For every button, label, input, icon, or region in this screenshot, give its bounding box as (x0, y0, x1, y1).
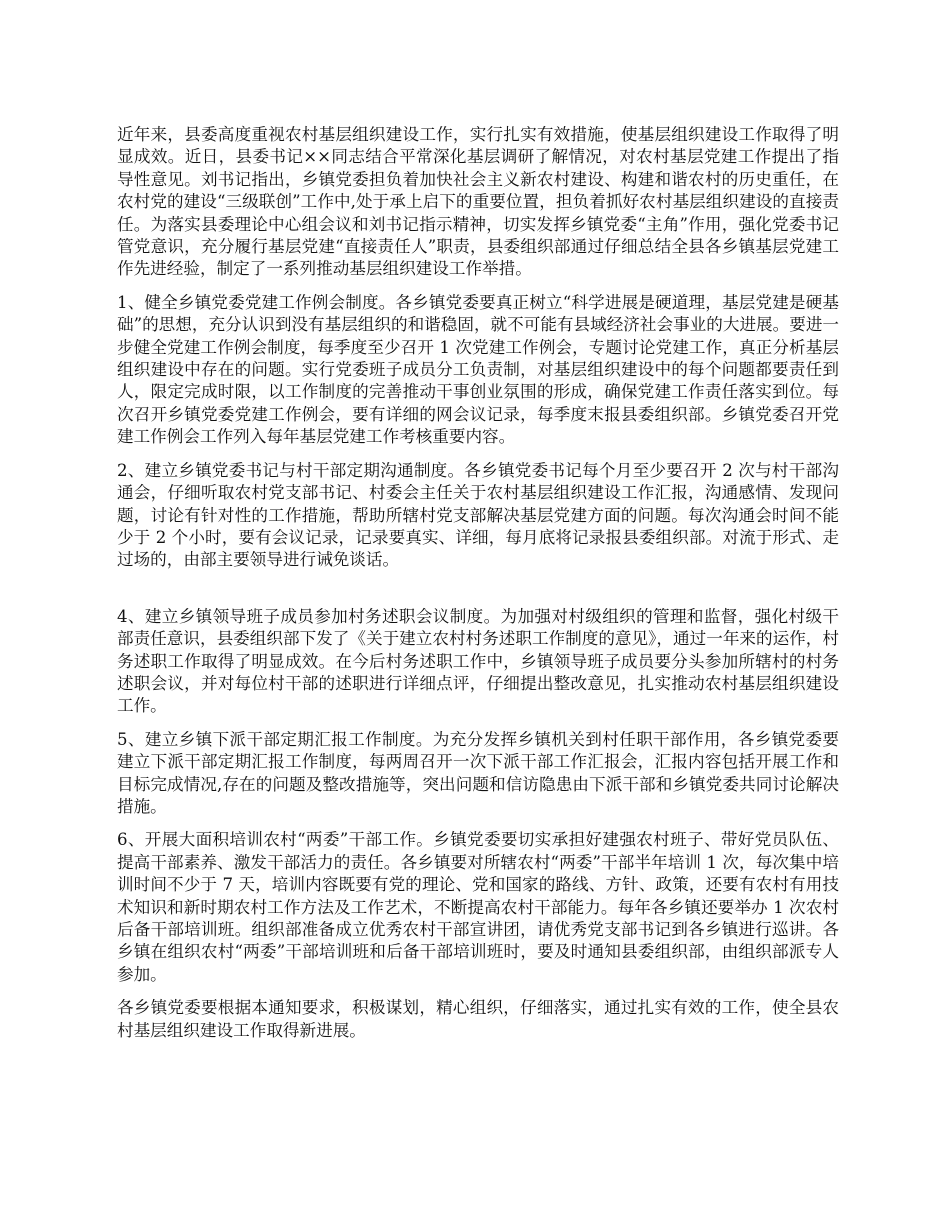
closing-paragraph: 各乡镇党委要根据本通知要求，积极谋划，精心组织，仔细落实，通过扎实有效的工作，使全县农村基层组织建设工作取得新进展。 (117, 998, 839, 1040)
item-2-paragraph: 2、建立乡镇党委书记与村干部定期沟通制度。各乡镇党委书记每个月至少要召开 2 次与村干部沟通会，仔细听取农村党支部书记、村委会主任关于农村基层组织建设工作汇报，沟通感情、发现问题，讨论有针对性的工作措施，帮助所辖村党支部解决基层党建方面的问题。每次沟通会时间不能少于 2 个小时，要有会议记录，记录要真实、详细，每月底将记录报县委组织部。对流于形式、走过场的，由部主要领导进行诫免谈话。 (117, 460, 839, 570)
document-body (117, 124, 839, 1053)
intro-paragraph: 近年来，县委高度重视农村基层组织建设工作，实行扎实有效措施，使基层组织建设工作取得了明显成效。近日，县委书记××同志结合平常深化基层调研了解情况，对农村基层党建工作提出了指导性意见。刘书记指出，乡镇党委担负着加快社会主义新农村建设、构建和谐农村的历史重任，在农村党的建设“三级联创”工作中,处于承上启下的重要位置，担负着抓好农村基层组织建设的直接责任。为落实县委理论中心组会议和刘书记指示精神，切实发挥乡镇党委“主角”作用，强化党委书记管党意识，充分履行基层党建“直接责任人”职责，县委组织部通过仔细总结全县各乡镇基层党建工作先进经验，制定了一系列推动基层组织建设工作举措。 (117, 125, 839, 279)
item-1-paragraph: 1、健全乡镇党委党建工作例会制度。各乡镇党委要真正树立“科学进展是硬道理，基层党建是硬基础”的思想，充分认识到没有基层组织的和谐稳固，就不可能有县域经济社会事业的大进展。要进一步健全党建工作例会制度，每季度至少召开 1 次党建工作例会，专题讨论党建工作，真正分析基层组织建设中存在的问题。实行党委班子成员分工负责制，对基层组织建设中的每个问题都要责任到人，限定完成时限，以工作制度的完善推动干事创业氛围的形成，确保党建工作责任落实到位。每次召开乡镇党委党建工作例会，要有详细的网会议记录，每季度末报县委组织部。乡镇党委召开党建工作例会工作列入每年基层党建工作考核重要内容。 (117, 292, 840, 447)
item-6-paragraph: 6、开展大面积培训农村“两委”干部工作。乡镇党委要切实承担好建强农村班子、带好党员队伍、提高干部素养、激发干部活力的责任。各乡镇要对所辖农村“两委”干部半年培训 1 次，每次集中培训时间不少于 7 天，培训内容既要有党的理论、党和国家的路线、方针、政策，还要有农村有用技术知识和新时期农村工作方法及工作艺术，不断提高农村干部能力。每年各乡镇还要举办 1 次农村后备干部培训班。组织部准备成立优秀农村干部宣讲团，请优秀党支部书记到各乡镇进行巡讲。各乡镇在组织农村“两委”干部培训班和后备干部培训班时，要及时通知县委组织部，由组织部派专人参加。 (117, 830, 839, 984)
item-4-paragraph: 4、建立乡镇领导班子成员参加村务述职会议制度。为加强对村级组织的管理和监督，强化村级干部责任意识，县委组织部下发了《关于建立农村村务述职工作制度的意见》，通过一年来的运作，村务述职工作取得了明显成效。在今后村务述职工作中，乡镇领导班子成员要分头参加所辖村的村务述职会议，并对每位村干部的述职进行详细点评，仔细提出整改意见，扎实推动农村基层组织建设工作。 (117, 606, 839, 716)
item-5-paragraph: 5、建立乡镇下派干部定期汇报工作制度。为充分发挥乡镇机关到村任职干部作用，各乡镇党委要建立下派干部定期汇报工作制度，每两周召开一次下派干部工作汇报会，汇报内容包括开展工作和目标完成情况,存在的问题及整改措施等，突出问题和信访隐患由下派干部和乡镇党委共同讨论解决措施。 (117, 729, 839, 816)
